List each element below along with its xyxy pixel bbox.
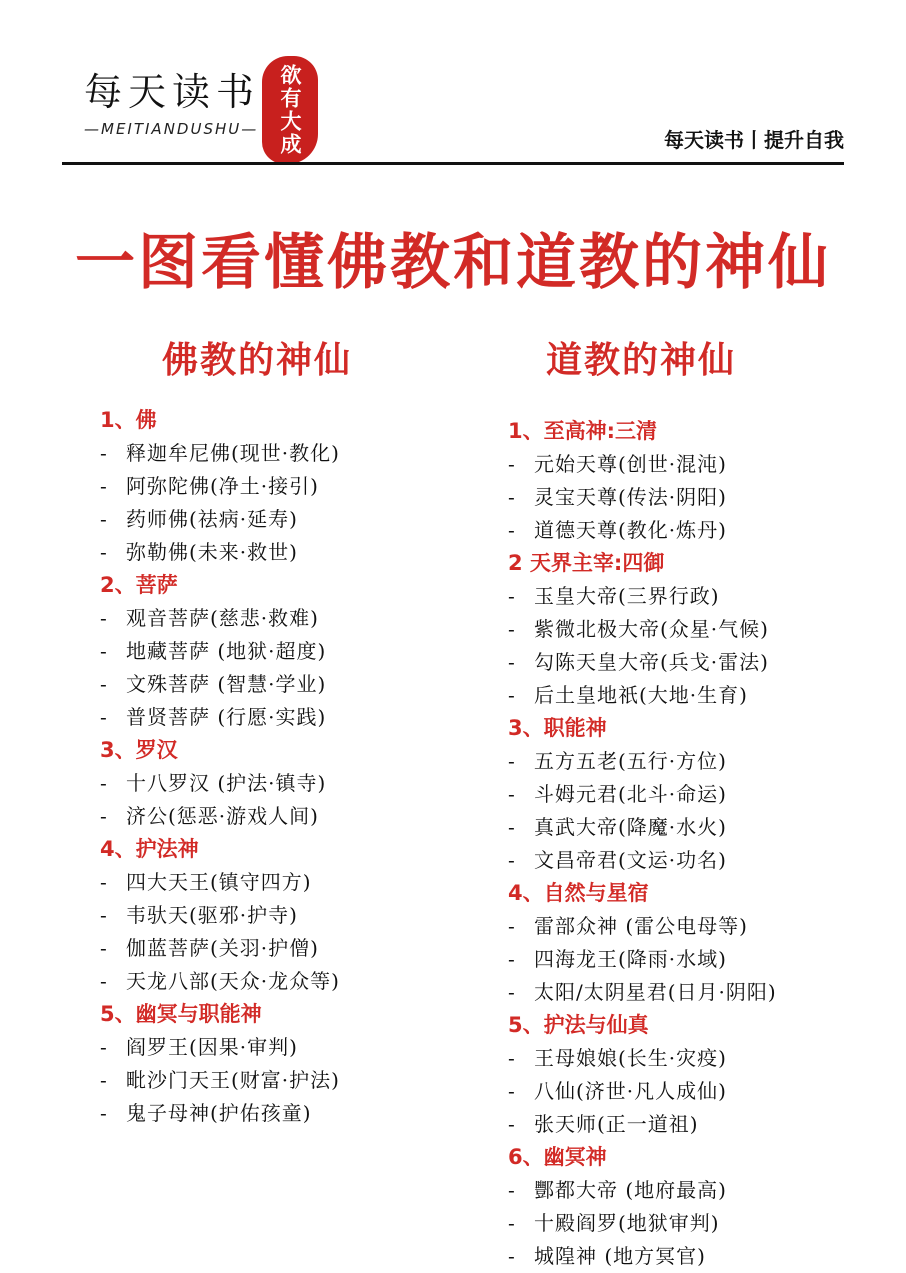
list-item: - 真武大帝(降魔·水火) [508, 815, 727, 839]
item-text: 斗姆元君(北斗·命运) [534, 782, 727, 806]
list-item: - 普贤菩萨 (行愿·实践) [100, 705, 327, 729]
item-text: 四海龙王(降雨·水域) [534, 947, 727, 971]
buddhism-column [100, 404, 340, 1130]
item-text: 释迦牟尼佛(现世·教化) [126, 441, 340, 465]
list-item: - 八仙(济世·凡人成仙) [508, 1079, 727, 1103]
item-text: 十殿阎罗(地狱审判) [534, 1211, 720, 1235]
item-text: 王母娘娘(长生·灾疫) [534, 1046, 727, 1070]
item-text: 伽蓝菩萨(关羽·护僧) [126, 936, 319, 960]
item-text: 元始天尊(创世·混沌) [534, 452, 727, 476]
list-item: - 药师佛(祛病·延寿) [100, 507, 298, 531]
list-item: - 道德天尊(教化·炼丹) [508, 518, 727, 542]
section-title: 3、罗汉 [100, 738, 178, 762]
item-text: 勾陈天皇大帝(兵戈·雷法) [534, 650, 769, 674]
item-text: 普贤菩萨 (行愿·实践) [126, 705, 327, 729]
item-text: 十八罗汉 (护法·镇寺) [126, 771, 327, 795]
seal-stamp [262, 56, 318, 164]
item-text: 药师佛(祛病·延寿) [126, 507, 298, 531]
list-item: - 弥勒佛(未来·救世) [100, 540, 298, 564]
list-item: - 勾陈天皇大帝(兵戈·雷法) [508, 650, 769, 674]
list-item: - 玉皇大帝(三界行政) [508, 584, 720, 608]
list-item: - 鬼子母神(护佑孩童) [100, 1101, 312, 1125]
list-item: - 地藏菩萨 (地狱·超度) [100, 639, 327, 663]
section-title: 4、自然与星宿 [508, 881, 649, 905]
section-title: 2 天界主宰:四御 [508, 551, 665, 575]
item-text: 弥勒佛(未来·救世) [126, 540, 298, 564]
item-text: 雷部众神 (雷公电母等) [534, 914, 748, 938]
brand-name: 每天读书 [84, 70, 261, 114]
list-item: - 元始天尊(创世·混沌) [508, 452, 727, 476]
header-divider [62, 162, 844, 165]
brand-pinyin: —MEITIANDUSHU— [84, 120, 259, 138]
item-text: 毗沙门天王(财富·护法) [126, 1068, 340, 1092]
section-title: 5、幽冥与职能神 [100, 1002, 262, 1026]
list-item: - 紫微北极大帝(众星·气候) [508, 617, 769, 641]
page-title: 一图看懂佛教和道教的神仙 [75, 228, 831, 298]
list-item: - 张天师(正一道祖) [508, 1112, 699, 1136]
section-title: 1、至高神:三清 [508, 419, 658, 443]
slogan: 每天读书丨提升自我 [664, 128, 844, 152]
list-item: - 城隍神 (地方冥官) [508, 1244, 706, 1268]
list-item: - 伽蓝菩萨(关羽·护僧) [100, 936, 319, 960]
item-text: 韦驮天(驱邪·护寺) [126, 903, 298, 927]
item-text: 真武大帝(降魔·水火) [534, 815, 727, 839]
list-item: - 文殊菩萨 (智慧·学业) [100, 672, 327, 696]
taoism-heading: 道教的神仙 [546, 340, 737, 381]
section-title: 2、菩萨 [100, 573, 178, 597]
list-item: - 后土皇地祇(大地·生育) [508, 683, 748, 707]
list-item: - 观音菩萨(慈悲·救难) [100, 606, 319, 630]
item-text: 文殊菩萨 (智慧·学业) [126, 672, 327, 696]
item-text: 玉皇大帝(三界行政) [534, 584, 720, 608]
item-text: 灵宝天尊(传法·阴阳) [534, 485, 727, 509]
list-item: - 四海龙王(降雨·水域) [508, 947, 727, 971]
item-text: 文昌帝君(文运·功名) [534, 848, 727, 872]
list-item: - 文昌帝君(文运·功名) [508, 848, 727, 872]
list-item: - 灵宝天尊(传法·阴阳) [508, 485, 727, 509]
section-title: 6、幽冥神 [508, 1145, 607, 1169]
item-text: 四大天王(镇守四方) [126, 870, 312, 894]
item-text: 八仙(济世·凡人成仙) [534, 1079, 727, 1103]
brand-block [84, 70, 260, 138]
list-item: - 王母娘娘(长生·灾疫) [508, 1046, 727, 1070]
section-title: 4、护法神 [100, 837, 199, 861]
item-text: 太阳/太阴星君(日月·阴阳) [534, 980, 777, 1004]
item-text: 道德天尊(教化·炼丹) [534, 518, 727, 542]
seal-text: 欲有大成 [278, 64, 303, 156]
item-text: 酆都大帝 (地府最高) [534, 1178, 727, 1202]
taoism-column [508, 415, 777, 1273]
list-item: - 阿弥陀佛(净土·接引) [100, 474, 319, 498]
list-item: - 毗沙门天王(财富·护法) [100, 1068, 340, 1092]
item-text: 五方五老(五行·方位) [534, 749, 727, 773]
list-item: - 天龙八部(天众·龙众等) [100, 969, 340, 993]
list-item: - 释迦牟尼佛(现世·教化) [100, 441, 340, 465]
item-text: 张天师(正一道祖) [534, 1112, 699, 1136]
item-text: 观音菩萨(慈悲·救难) [126, 606, 319, 630]
list-item: - 济公(惩恶·游戏人间) [100, 804, 319, 828]
list-item: - 四大天王(镇守四方) [100, 870, 312, 894]
section-title: 3、职能神 [508, 716, 607, 740]
item-text: 后土皇地祇(大地·生育) [534, 683, 748, 707]
list-item: - 斗姆元君(北斗·命运) [508, 782, 727, 806]
list-item: - 十殿阎罗(地狱审判) [508, 1211, 720, 1235]
item-text: 阿弥陀佛(净土·接引) [126, 474, 319, 498]
list-item: - 雷部众神 (雷公电母等) [508, 914, 748, 938]
item-text: 天龙八部(天众·龙众等) [126, 969, 340, 993]
list-item: - 五方五老(五行·方位) [508, 749, 727, 773]
item-text: 阎罗王(因果·审判) [126, 1035, 298, 1059]
list-item: - 十八罗汉 (护法·镇寺) [100, 771, 327, 795]
list-item: - 酆都大帝 (地府最高) [508, 1178, 727, 1202]
item-text: 城隍神 (地方冥官) [534, 1244, 706, 1268]
section-title: 1、佛 [100, 408, 157, 432]
buddhism-heading: 佛教的神仙 [162, 340, 353, 381]
item-text: 鬼子母神(护佑孩童) [126, 1101, 312, 1125]
item-text: 地藏菩萨 (地狱·超度) [126, 639, 327, 663]
item-text: 紫微北极大帝(众星·气候) [534, 617, 769, 641]
list-item: - 韦驮天(驱邪·护寺) [100, 903, 298, 927]
list-item: - 太阳/太阴星君(日月·阴阳) [508, 980, 777, 1004]
list-item: - 阎罗王(因果·审判) [100, 1035, 298, 1059]
section-title: 5、护法与仙真 [508, 1013, 649, 1037]
item-text: 济公(惩恶·游戏人间) [126, 804, 319, 828]
